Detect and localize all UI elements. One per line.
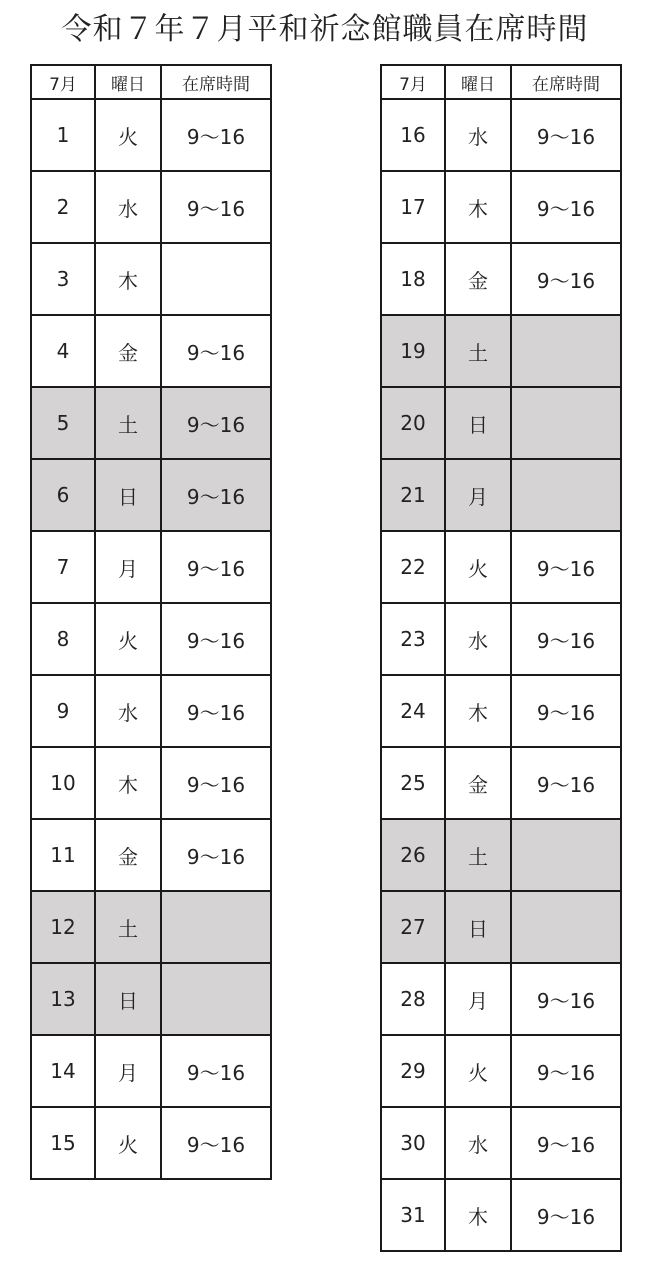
date-cell: 19 [381,315,445,387]
hours-cell: 9～16 [511,1035,621,1107]
weekday-cell: 木 [95,747,161,819]
table-row [31,315,271,387]
table-row [381,315,621,387]
hours-cell [161,891,271,963]
date-cell: 18 [381,243,445,315]
date-cell: 27 [381,891,445,963]
header-row [31,65,271,99]
date-cell: 31 [381,1179,445,1251]
date-cell: 13 [31,963,95,1035]
table-row [31,387,271,459]
table-row [31,531,271,603]
table-row [381,891,621,963]
weekday-cell: 木 [95,243,161,315]
date-header: 7月 [381,65,445,99]
weekday-cell: 土 [95,891,161,963]
hours-cell: 9～16 [511,531,621,603]
date-cell: 9 [31,675,95,747]
date-header: 7月 [31,65,95,99]
hours-cell: 9～16 [161,387,271,459]
weekday-cell: 水 [445,603,511,675]
date-cell: 22 [381,531,445,603]
hours-cell: 9～16 [161,315,271,387]
date-cell: 23 [381,603,445,675]
table-row [381,243,621,315]
hours-cell: 9～16 [161,1035,271,1107]
table-row [381,99,621,171]
hours-cell [511,387,621,459]
weekday-cell: 水 [95,675,161,747]
schedule-table-left [30,64,272,1180]
schedule-table-right [380,64,622,1252]
weekday-cell: 水 [95,171,161,243]
hours-cell: 9～16 [161,819,271,891]
weekday-header: 曜日 [445,65,511,99]
date-cell: 1 [31,99,95,171]
table-row [31,1035,271,1107]
date-cell: 25 [381,747,445,819]
weekday-cell: 金 [445,243,511,315]
weekday-cell: 金 [95,315,161,387]
date-cell: 17 [381,171,445,243]
hours-cell: 9～16 [511,1107,621,1179]
weekday-cell: 火 [95,1107,161,1179]
table-row [31,459,271,531]
hours-cell [161,243,271,315]
date-cell: 4 [31,315,95,387]
hours-cell: 9～16 [511,963,621,1035]
weekday-cell: 月 [95,531,161,603]
weekday-cell: 木 [445,675,511,747]
table-row [31,963,271,1035]
table-row [31,891,271,963]
weekday-cell: 土 [95,387,161,459]
date-cell: 2 [31,171,95,243]
weekday-cell: 月 [445,459,511,531]
date-cell: 16 [381,99,445,171]
date-cell: 14 [31,1035,95,1107]
date-cell: 6 [31,459,95,531]
hours-cell: 9～16 [161,171,271,243]
date-cell: 15 [31,1107,95,1179]
date-cell: 12 [31,891,95,963]
table-row [381,819,621,891]
weekday-cell: 日 [445,387,511,459]
table-row [381,747,621,819]
date-cell: 29 [381,1035,445,1107]
hours-cell: 9～16 [511,1179,621,1251]
table-row [381,1035,621,1107]
hours-cell: 9～16 [511,99,621,171]
hours-header: 在席時間 [161,65,271,99]
hours-cell: 9～16 [511,603,621,675]
hours-cell: 9～16 [511,243,621,315]
table-row [31,603,271,675]
table-row [381,171,621,243]
hours-cell: 9～16 [161,531,271,603]
date-cell: 7 [31,531,95,603]
hours-cell [511,459,621,531]
hours-cell: 9～16 [161,675,271,747]
weekday-cell: 木 [445,171,511,243]
date-cell: 26 [381,819,445,891]
date-cell: 30 [381,1107,445,1179]
weekday-cell: 日 [445,891,511,963]
weekday-cell: 日 [95,459,161,531]
table-row [31,171,271,243]
weekday-cell: 日 [95,963,161,1035]
date-cell: 21 [381,459,445,531]
date-cell: 10 [31,747,95,819]
hours-cell: 9～16 [161,1107,271,1179]
table-row [381,603,621,675]
hours-cell: 9～16 [511,171,621,243]
weekday-cell: 月 [95,1035,161,1107]
weekday-cell: 木 [445,1179,511,1251]
table-row [31,819,271,891]
table-row [31,99,271,171]
date-cell: 20 [381,387,445,459]
hours-cell [161,963,271,1035]
date-cell: 28 [381,963,445,1035]
hours-header: 在席時間 [511,65,621,99]
weekday-cell: 金 [445,747,511,819]
page-title: 令和７年７月平和祈念館職員在席時間 [61,12,589,47]
table-row [381,459,621,531]
weekday-cell: 金 [95,819,161,891]
hours-cell: 9～16 [511,747,621,819]
date-cell: 8 [31,603,95,675]
table-row [31,747,271,819]
weekday-cell: 火 [95,603,161,675]
weekday-cell: 火 [95,99,161,171]
table-row [31,675,271,747]
weekday-cell: 水 [445,99,511,171]
table-row [31,1107,271,1179]
hours-cell [511,315,621,387]
weekday-cell: 火 [445,531,511,603]
table-row [381,1179,621,1251]
date-cell: 5 [31,387,95,459]
weekday-header: 曜日 [95,65,161,99]
weekday-cell: 月 [445,963,511,1035]
weekday-cell: 土 [445,819,511,891]
date-cell: 11 [31,819,95,891]
table-row [381,963,621,1035]
hours-cell: 9～16 [161,459,271,531]
hours-cell: 9～16 [161,603,271,675]
table-row [381,531,621,603]
hours-cell: 9～16 [161,99,271,171]
date-cell: 24 [381,675,445,747]
hours-cell [511,819,621,891]
date-cell: 3 [31,243,95,315]
table-row [381,387,621,459]
table-row [381,1107,621,1179]
table-row [381,675,621,747]
weekday-cell: 火 [445,1035,511,1107]
hours-cell [511,891,621,963]
hours-cell: 9～16 [161,747,271,819]
header-row [381,65,621,99]
weekday-cell: 水 [445,1107,511,1179]
table-row [31,243,271,315]
hours-cell: 9～16 [511,675,621,747]
weekday-cell: 土 [445,315,511,387]
